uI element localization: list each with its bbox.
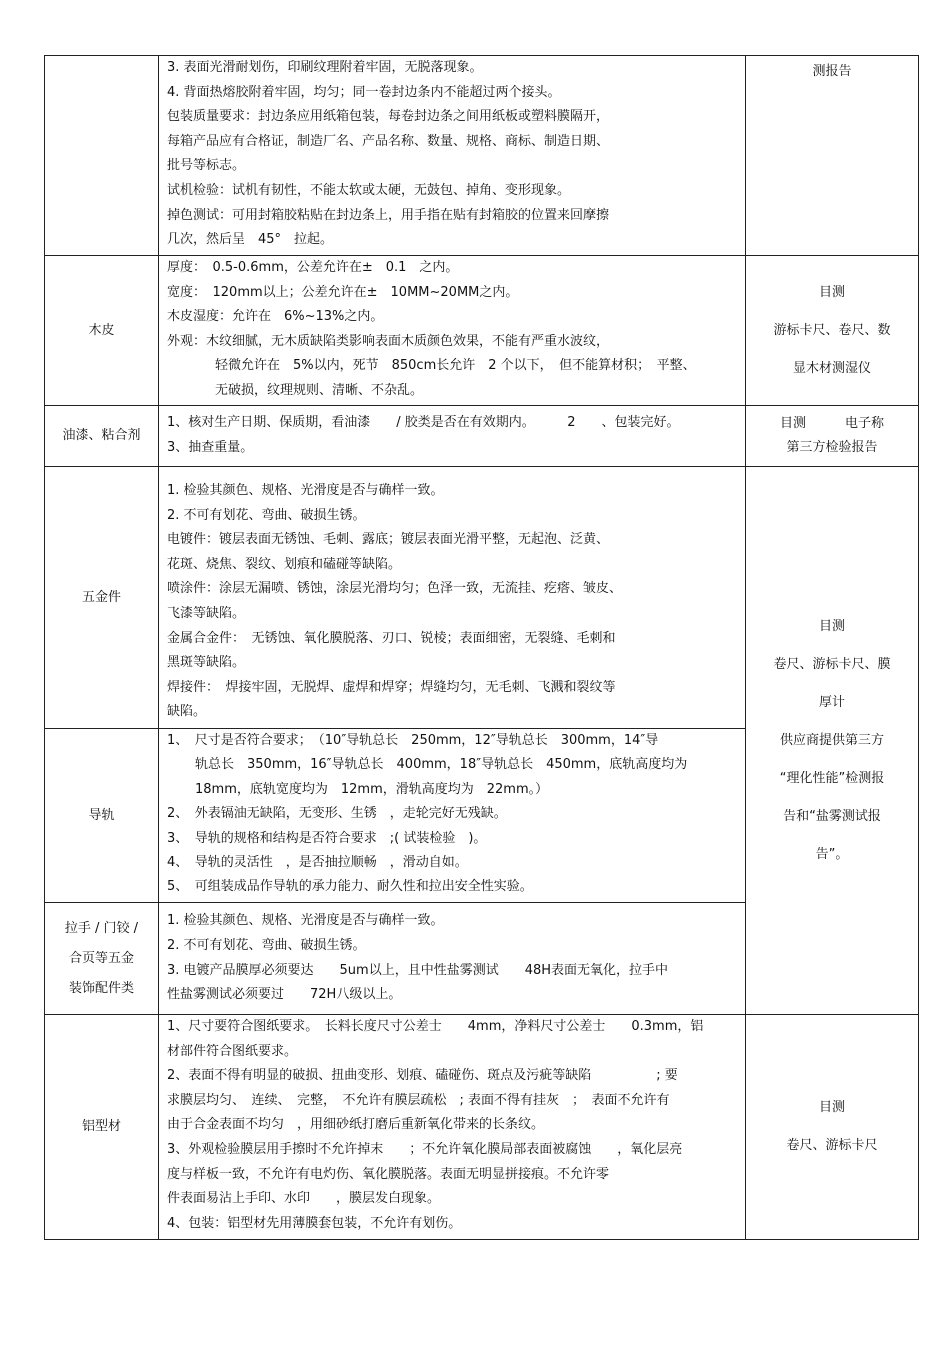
text-line: 件表面易沾上手印、水印 ，膜层发白现象。 bbox=[167, 1191, 441, 1207]
requirements-paint-adhesive bbox=[159, 406, 746, 467]
text-line: 3. 电镀产品膜厚必须要达 5um以上，且中性盐雾测试 48H表面无氧化，拉手中 bbox=[167, 962, 669, 978]
text-line: 18mm，底轨宽度均为 12mm，滑轨高度均为 22mm。） bbox=[195, 781, 549, 797]
text-line: 度与样板一致，不允许有电灼伤、氧化膜脱落。表面无明显拼接痕。不允许零 bbox=[167, 1166, 610, 1182]
text-line: 求膜层均匀、 连续、 完整， 不允许有膜层疏松 ; 表面不得有挂灰 ； 表面不允许有 bbox=[167, 1092, 670, 1108]
text-line: 木皮湿度：允许在 6%~13%之内。 bbox=[167, 309, 384, 325]
text-line: 1、核对生产日期、保质期，看油漆 / 胶类是否在有效期内。 2 、包装完好。 bbox=[167, 415, 680, 431]
text-line: 金属合金件： 无锈蚀、氧化膜脱落、刃口、锐棱；表面细密，无裂缝、毛刺和 bbox=[167, 630, 616, 646]
text-line: 由于合金表面不均匀 ，用细砂纸打磨后重新氧化带来的长条纹。 bbox=[167, 1117, 545, 1133]
method-edge-banding bbox=[746, 56, 919, 256]
text-line: 焊接件： 焊接牢固，无脱焊、虚焊和焊穿；焊缝均匀，无毛刺、飞溅和裂纹等 bbox=[167, 679, 616, 695]
category-hardware: 五金件 bbox=[45, 467, 159, 729]
row-wood-veneer bbox=[45, 256, 919, 406]
text-line: 1、 尺寸是否符合要求； （10″导轨总长 250mm，12″导轨总长 300mm，14″导 bbox=[167, 733, 659, 748]
category-rails: 导轨 bbox=[45, 729, 159, 903]
text-line: 包装质量要求：封边条应用纸箱包装，每卷封边条之间用纸板或塑料膜隔开， bbox=[167, 109, 610, 125]
text-line: 2、 外表镉油无缺陷，无变形、生锈 ，走轮完好无残缺。 bbox=[167, 806, 507, 822]
method-line: 卷尺、游标卡尺 bbox=[786, 1138, 878, 1153]
requirements-rails bbox=[159, 729, 746, 903]
text-line: 厚度： 0.5-0.6mm，公差允许在± 0.1 之内。 bbox=[167, 260, 459, 275]
category-aluminum: 铝型材 bbox=[45, 1015, 159, 1240]
text-line: 3. 表面光滑耐划伤，印刷纹理附着牢固，无脱落现象。 bbox=[167, 60, 483, 75]
text-line: 性盐雾测试必须要过 72H八级以上。 bbox=[167, 987, 402, 1003]
category-cell-empty bbox=[45, 56, 159, 256]
requirements-fittings bbox=[159, 903, 746, 1015]
text-line: 黑斑等缺陷。 bbox=[167, 655, 246, 671]
text-line: 批号等标志。 bbox=[167, 158, 246, 174]
method-line: “理化性能”检测报 bbox=[779, 770, 885, 786]
category-line: 拉手 / 门铰 / bbox=[64, 920, 139, 936]
row-hardware bbox=[45, 467, 919, 729]
text-line: 飞漆等缺陷。 bbox=[167, 605, 246, 621]
text-line: 4. 背面热熔胶附着牢固，均匀；同一卷封边条内不能超过两个接头。 bbox=[167, 84, 561, 100]
category-wood-veneer: 木皮 bbox=[45, 256, 159, 406]
method-line: 告”。 bbox=[815, 846, 849, 862]
inspection-table bbox=[44, 55, 919, 1240]
method-line: 第三方检验报告 bbox=[786, 440, 878, 455]
category-line: 装饰配件类 bbox=[68, 980, 134, 996]
text-line: 2、表面不得有明显的破损、扭曲变形、划痕、磕碰伤、斑点及污疵等缺陷 ; 要 bbox=[167, 1068, 678, 1084]
text-line: 4、包装：铝型材先用薄膜套包装，不允许有划伤。 bbox=[167, 1215, 462, 1231]
method-line: 告和“盐雾测试报 bbox=[783, 808, 881, 824]
category-paint-adhesive: 油漆、粘合剂 bbox=[45, 406, 159, 467]
method-line: 目测 电子称 bbox=[779, 416, 884, 431]
text-line: 掉色测试：可用封箱胶粘贴在封边条上，用手指在贴有封箱胶的位置来回摩擦 bbox=[167, 207, 610, 223]
text-line: 3、外观检验膜层用手擦时不允许掉末 ；不允许氧化膜局部表面被腐蚀 ，氧化层亮 bbox=[167, 1141, 683, 1157]
text-line: 1、尺寸要符合图纸要求。 长料长度尺寸公差士 4mm，净料尺寸公差士 0.3mm，铝 bbox=[167, 1019, 704, 1034]
text-line: 外观：木纹细腻，无木质缺陷类影响表面木质颜色效果，不能有严重水波纹， bbox=[167, 333, 610, 349]
method-line: 目测 bbox=[818, 284, 845, 300]
text-line: 无破损，纹理规则、清晰、不杂乱。 bbox=[215, 382, 424, 398]
text-line: 试机检验：试机有韧性，不能太软或太硬，无鼓包、掉角、变形现象。 bbox=[167, 182, 571, 198]
row-paint-adhesive bbox=[45, 406, 919, 467]
method-line: 测报告 bbox=[812, 64, 852, 79]
method-line: 供应商提供第三方 bbox=[779, 732, 884, 748]
text-line: 电镀件：镀层表面无锈蚀、毛刺、露底；镀层表面光滑平整，无起泡、泛黄、 bbox=[167, 532, 610, 548]
method-paint-adhesive bbox=[746, 406, 919, 467]
method-line: 厚计 bbox=[818, 694, 845, 710]
text-line: 5、 可组装成品作导轨的承力能力、耐久性和拉出安全性实验。 bbox=[167, 879, 533, 895]
category-line: 合页等五金 bbox=[68, 950, 134, 966]
text-line: 每箱产品应有合格证，制造厂名、产品名称、数量、规格、商标、制造日期、 bbox=[167, 133, 610, 149]
text-line: 几次，然后呈 45° 拉起。 bbox=[167, 232, 334, 248]
text-line: 轻微允许在 5%以内，死节 850cm长允许 2 个以下， 但不能算材积； 平整、 bbox=[215, 358, 696, 374]
text-line: 喷涂件：涂层无漏喷、锈蚀，涂层光滑均匀；色泽一致，无流挂、疙瘩、皱皮、 bbox=[167, 581, 623, 597]
requirements-edge-banding bbox=[159, 56, 746, 256]
text-line: 2. 不可有划花、弯曲、破损生锈。 bbox=[167, 937, 366, 953]
method-line: 卷尺、游标卡尺、膜 bbox=[773, 656, 891, 672]
text-line: 2. 不可有划花、弯曲、破损生锈。 bbox=[167, 507, 366, 523]
text-line: 缺陷。 bbox=[167, 704, 207, 720]
method-hardware-group bbox=[746, 467, 919, 1015]
category-fittings bbox=[45, 903, 159, 1015]
method-wood-veneer bbox=[746, 256, 919, 406]
method-line: 目测 bbox=[818, 1100, 845, 1115]
text-line: 3、抽查重量。 bbox=[167, 440, 254, 455]
requirements-hardware bbox=[159, 467, 746, 729]
text-line: 1. 检验其颜色、规格、光滑度是否与确样一致。 bbox=[167, 483, 444, 498]
method-aluminum bbox=[746, 1015, 919, 1240]
requirements-aluminum bbox=[159, 1015, 746, 1240]
text-line: 花斑、烧焦、裂纹、划痕和磕碰等缺陷。 bbox=[167, 556, 402, 572]
requirements-wood-veneer bbox=[159, 256, 746, 406]
method-line: 游标卡尺、卷尺、数 bbox=[773, 322, 891, 338]
text-line: 4、 导轨的灵活性 ，是否抽拉顺畅 ，滑动自如。 bbox=[167, 855, 468, 871]
text-line: 材部件符合图纸要求。 bbox=[167, 1043, 298, 1059]
text-line: 3、 导轨的规格和结构是否符合要求 ;( 试装检验 )。 bbox=[167, 830, 487, 846]
method-line: 目测 bbox=[818, 618, 845, 634]
method-line: 显木材测湿仪 bbox=[792, 360, 871, 376]
text-line: 宽度： 120mm以上；公差允许在± 10MM~20MM之内。 bbox=[167, 284, 519, 300]
row-aluminum bbox=[45, 1015, 919, 1240]
text-line: 轨总长 350mm，16″导轨总长 400mm，18″导轨总长 450mm，底轨高度均为 bbox=[195, 757, 688, 773]
text-line: 1. 检验其颜色、规格、光滑度是否与确样一致。 bbox=[167, 913, 444, 929]
row-edge-banding bbox=[45, 56, 919, 256]
